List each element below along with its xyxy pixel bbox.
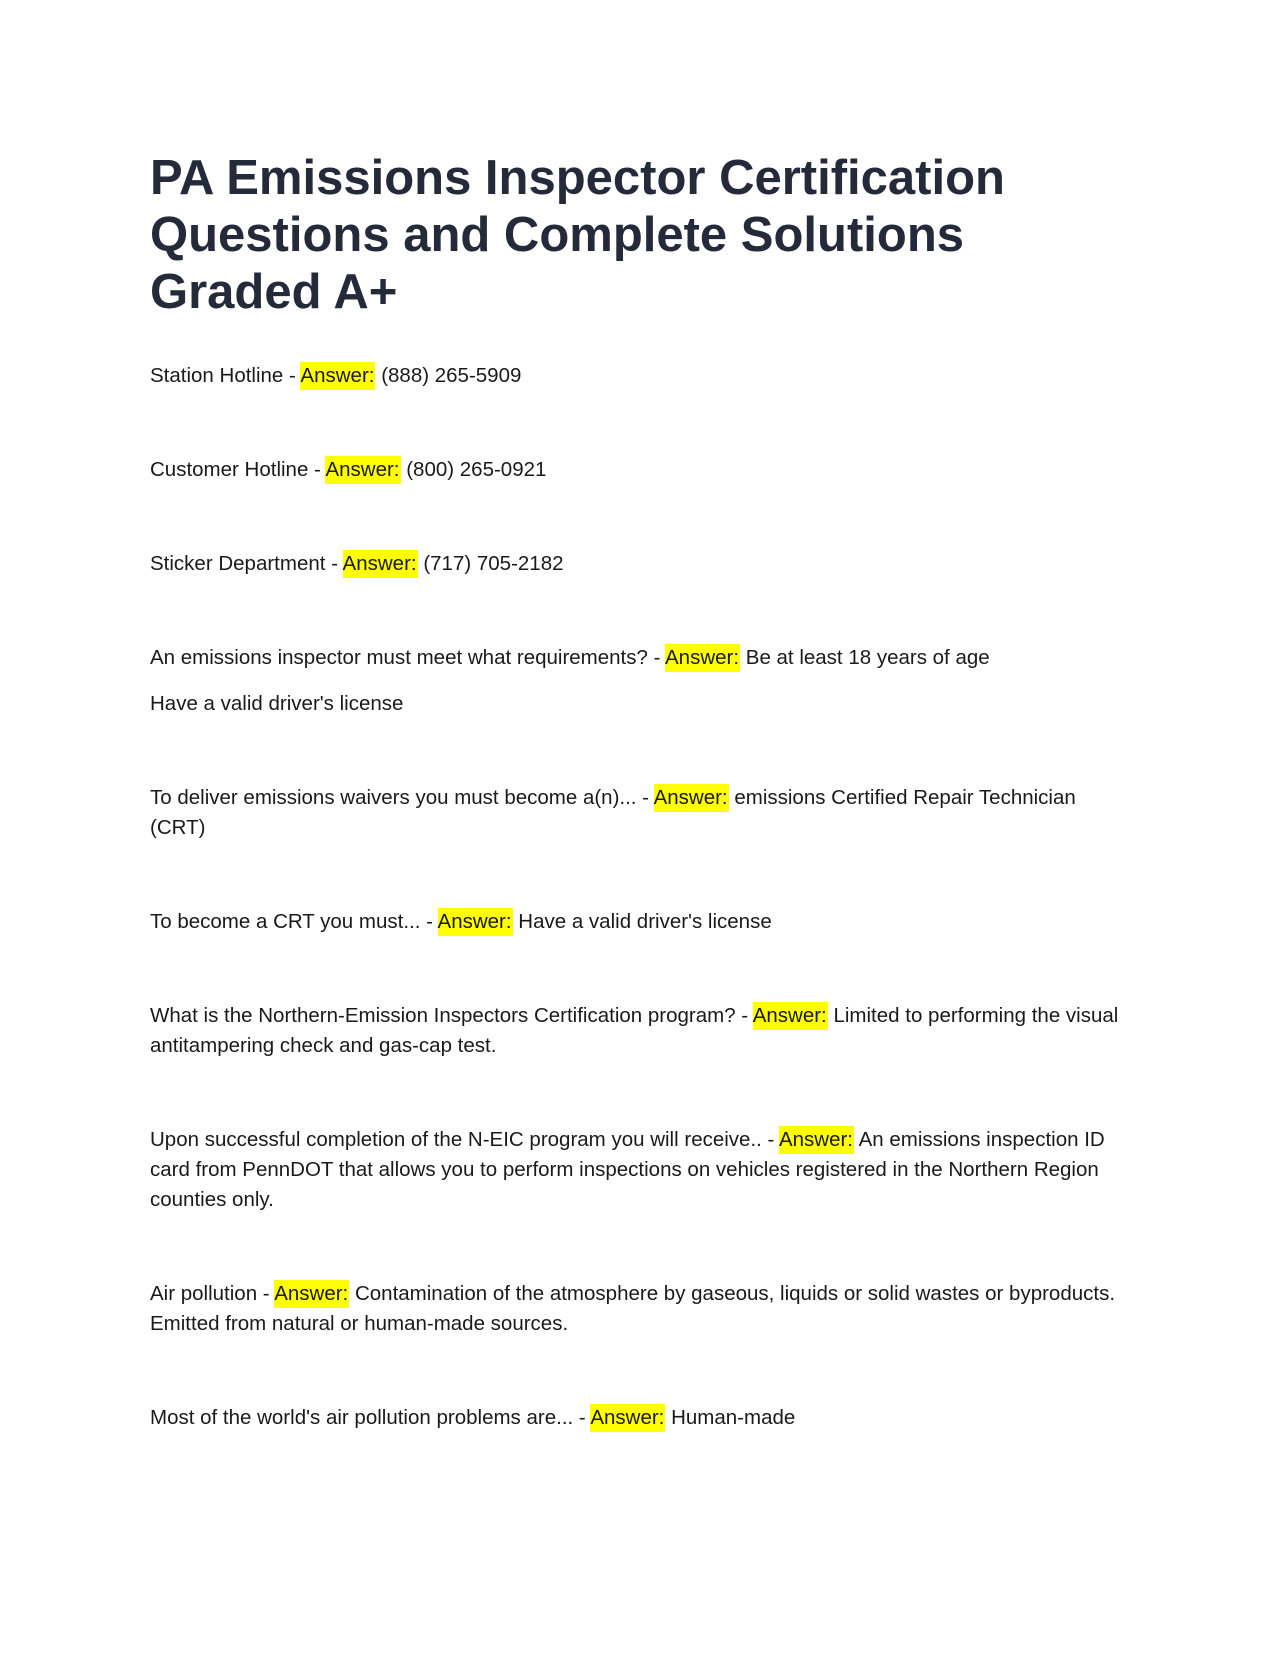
- answer-label: Answer:: [274, 1280, 349, 1308]
- qa-item: [150, 907, 1130, 937]
- answer-text: Human-made: [671, 1406, 796, 1429]
- answer-text: Contamination of the atmosphere by gaseous, liquids or solid wastes or byproducts. Emitted from natural or human-made sources.: [150, 1282, 1116, 1335]
- qa-item: [150, 549, 1130, 579]
- qa-item: [150, 643, 1130, 719]
- answer-text: (717) 705-2182: [423, 552, 564, 575]
- qa-text: [150, 1125, 1130, 1215]
- qa-text: [150, 1001, 1130, 1061]
- question-text: An emissions inspector must meet what requirements? -: [150, 646, 665, 669]
- answer-label: Answer:: [665, 644, 740, 672]
- answer-text: An emissions inspection ID card from PennDOT that allows you to perform inspections on vehicles registered in the Northern Region counties only.: [150, 1128, 1105, 1211]
- answer-label: Answer:: [753, 1002, 828, 1030]
- answer-text: (888) 265-5909: [381, 364, 522, 387]
- answer-text: emissions Certified Repair Technician (CRT): [150, 786, 1076, 839]
- question-text: Upon successful completion of the N-EIC program you will receive.. -: [150, 1128, 779, 1151]
- question-text: Sticker Department -: [150, 552, 343, 575]
- answer-text: Limited to performing the visual antitampering check and gas-cap test.: [150, 1004, 1119, 1057]
- question-text: To become a CRT you must... -: [150, 910, 438, 933]
- qa-text: [150, 361, 1130, 391]
- answer-label: Answer:: [590, 1404, 665, 1432]
- question-text: Most of the world's air pollution problems are... -: [150, 1406, 591, 1429]
- qa-text: [150, 643, 1130, 673]
- answer-label: Answer:: [779, 1126, 854, 1154]
- qa-item: [150, 1403, 1130, 1433]
- question-text: Air pollution -: [150, 1282, 275, 1305]
- answer-label: Answer:: [654, 784, 729, 812]
- document-page: [150, 150, 1130, 1497]
- answer-continuation: Have a valid driver's license: [150, 692, 404, 715]
- answer-label: Answer:: [300, 362, 375, 390]
- qa-text: [150, 783, 1130, 843]
- question-text: Customer Hotline -: [150, 458, 326, 481]
- qa-item: [150, 1001, 1130, 1061]
- question-text: What is the Northern-Emission Inspectors Certification program? -: [150, 1004, 753, 1027]
- answer-label: Answer:: [438, 908, 513, 936]
- qa-item: [150, 1279, 1130, 1339]
- answer-label: Answer:: [343, 550, 418, 578]
- qa-text: [150, 1279, 1130, 1339]
- qa-text: [150, 455, 1130, 485]
- answer-text: Have a valid driver's license: [518, 910, 772, 933]
- qa-text: [150, 1403, 1130, 1433]
- qa-text: [150, 907, 1130, 937]
- qa-item: [150, 455, 1130, 485]
- answer-text: (800) 265-0921: [406, 458, 547, 481]
- qa-text: [150, 549, 1130, 579]
- qa-item: [150, 361, 1130, 391]
- qa-item: [150, 1125, 1130, 1215]
- qa-item: [150, 783, 1130, 843]
- document-title: PA Emissions Inspector Certification Questions and Complete Solutions Graded A+: [150, 151, 1005, 319]
- question-text: Station Hotline -: [150, 364, 301, 387]
- answer-text: Be at least 18 years of age: [745, 646, 990, 669]
- question-text: To deliver emissions waivers you must become a(n)... -: [150, 786, 654, 809]
- answer-label: Answer:: [325, 456, 400, 484]
